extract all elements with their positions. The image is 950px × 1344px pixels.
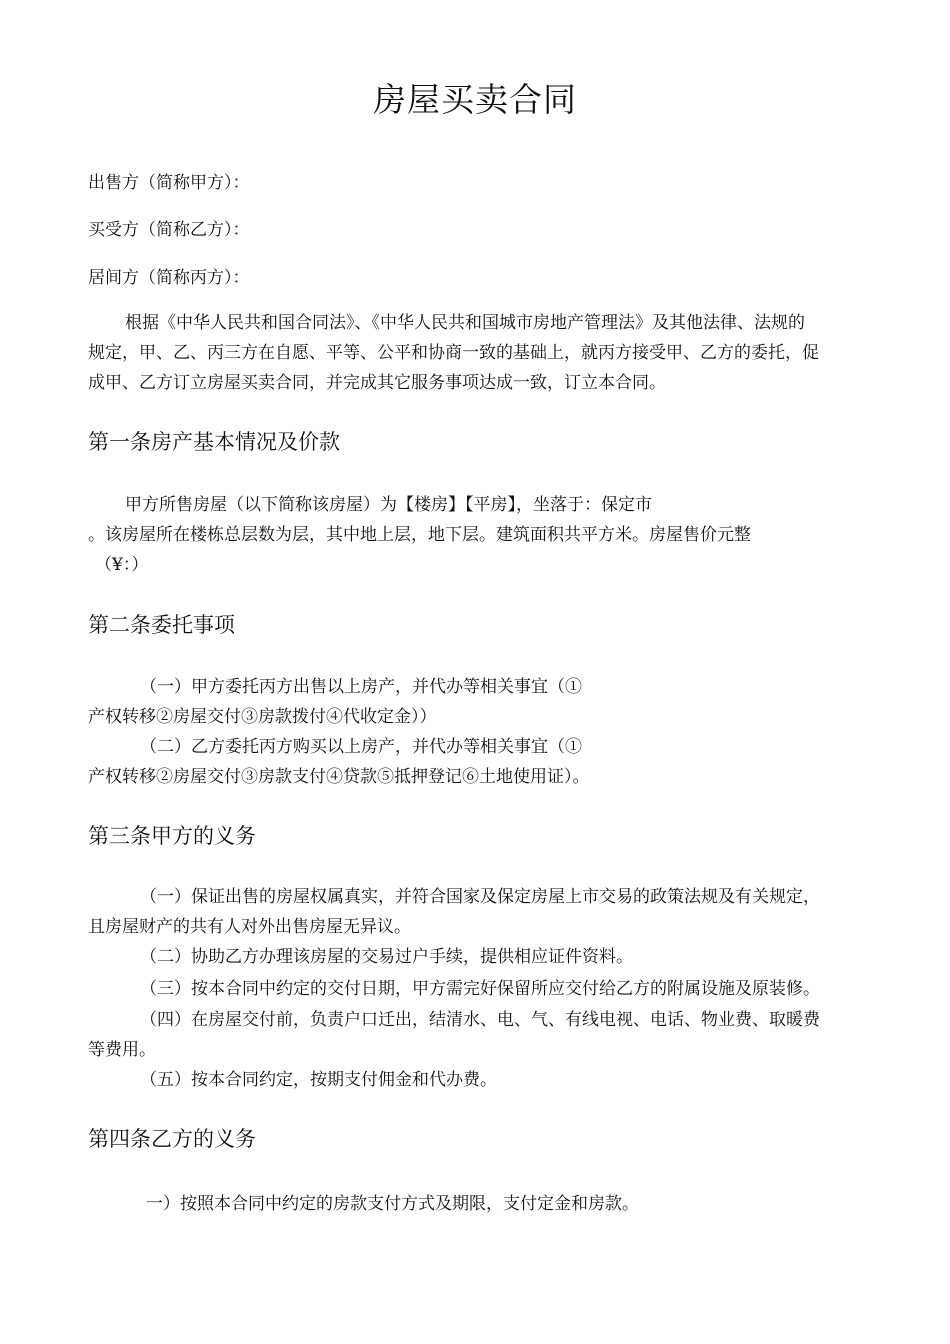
article-3-item-3: （三）按本合同中约定的交付日期，甲方需完好保留所应交付给乙方的附属设施及原装修。	[140, 979, 820, 999]
article-1-line-1: 甲方所售房屋（以下简称该房屋）为【楼房】【平房】，坐落于：保定市	[125, 495, 652, 515]
article-2-item-2-line-1: （二）乙方委托丙方购买以上房产，并代办等相关事宜（①	[140, 737, 582, 757]
article-2-item-2-line-2: 产权转移②房屋交付③房款支付④贷款⑤抵押登记⑥土地使用证）。	[88, 767, 590, 787]
article-3-item-2: （二）协助乙方办理该房屋的交易过户手续，提供相应证件资料。	[140, 947, 633, 967]
article-2-item-1-line-2: 产权转移②房屋交付③房款拨付④代收定金））	[88, 707, 437, 727]
agent-party-line: 居间方（简称丙方）：	[88, 268, 250, 288]
article-1-heading: 第一条房产基本情况及价款	[88, 430, 340, 454]
article-1-line-3: （¥：）	[95, 555, 149, 575]
preamble-line-1: 根据《中华人民共和国合同法》、《中华人民共和国城市房地产管理法》及其他法律、法规的	[125, 313, 805, 333]
article-3-item-5: （五）按本合同约定，按期支付佣金和代办费。	[140, 1070, 497, 1090]
article-3-item-1-line-2: 且房屋财产的共有人对外出售房屋无异议。	[88, 917, 411, 937]
article-3-heading: 第三条甲方的义务	[88, 824, 256, 848]
article-1-line-2: 。该房屋所在楼栋总层数为层，其中地上层，地下层。建筑面积共平方米。房屋售价元整	[88, 525, 751, 545]
article-4-item-1: 一）按照本合同中约定的房款支付方式及期限，支付定金和房款。	[146, 1194, 639, 1214]
seller-party-line: 出售方（简称甲方）：	[88, 173, 250, 193]
article-2-item-1-line-1: （一）甲方委托丙方出售以上房产，并代办等相关事宜（①	[140, 677, 582, 697]
article-3-item-1-line-1: （一）保证出售的房屋权属真实，并符合国家及保定房屋上市交易的政策法规及有关规定，	[140, 887, 820, 907]
document-title: 房屋买卖合同	[373, 80, 577, 119]
buyer-party-line: 买受方（简称乙方）：	[88, 220, 250, 240]
article-3-item-4-line-1: （四）在房屋交付前，负责户口迁出，结清水、电、气、有线电视、电话、物业费、取暖费	[140, 1010, 820, 1030]
article-2-heading: 第二条委托事项	[88, 613, 235, 637]
preamble-line-3: 成甲、乙方订立房屋买卖合同，并完成其它服务事项达成一致，订立本合同。	[88, 373, 666, 393]
article-4-heading: 第四条乙方的义务	[88, 1127, 256, 1151]
preamble-line-2: 规定，甲、乙、丙三方在自愿、平等、公平和协商一致的基础上，就丙方接受甲、乙方的委托，促	[88, 343, 819, 363]
article-3-item-4-line-2: 等费用。	[88, 1040, 156, 1060]
